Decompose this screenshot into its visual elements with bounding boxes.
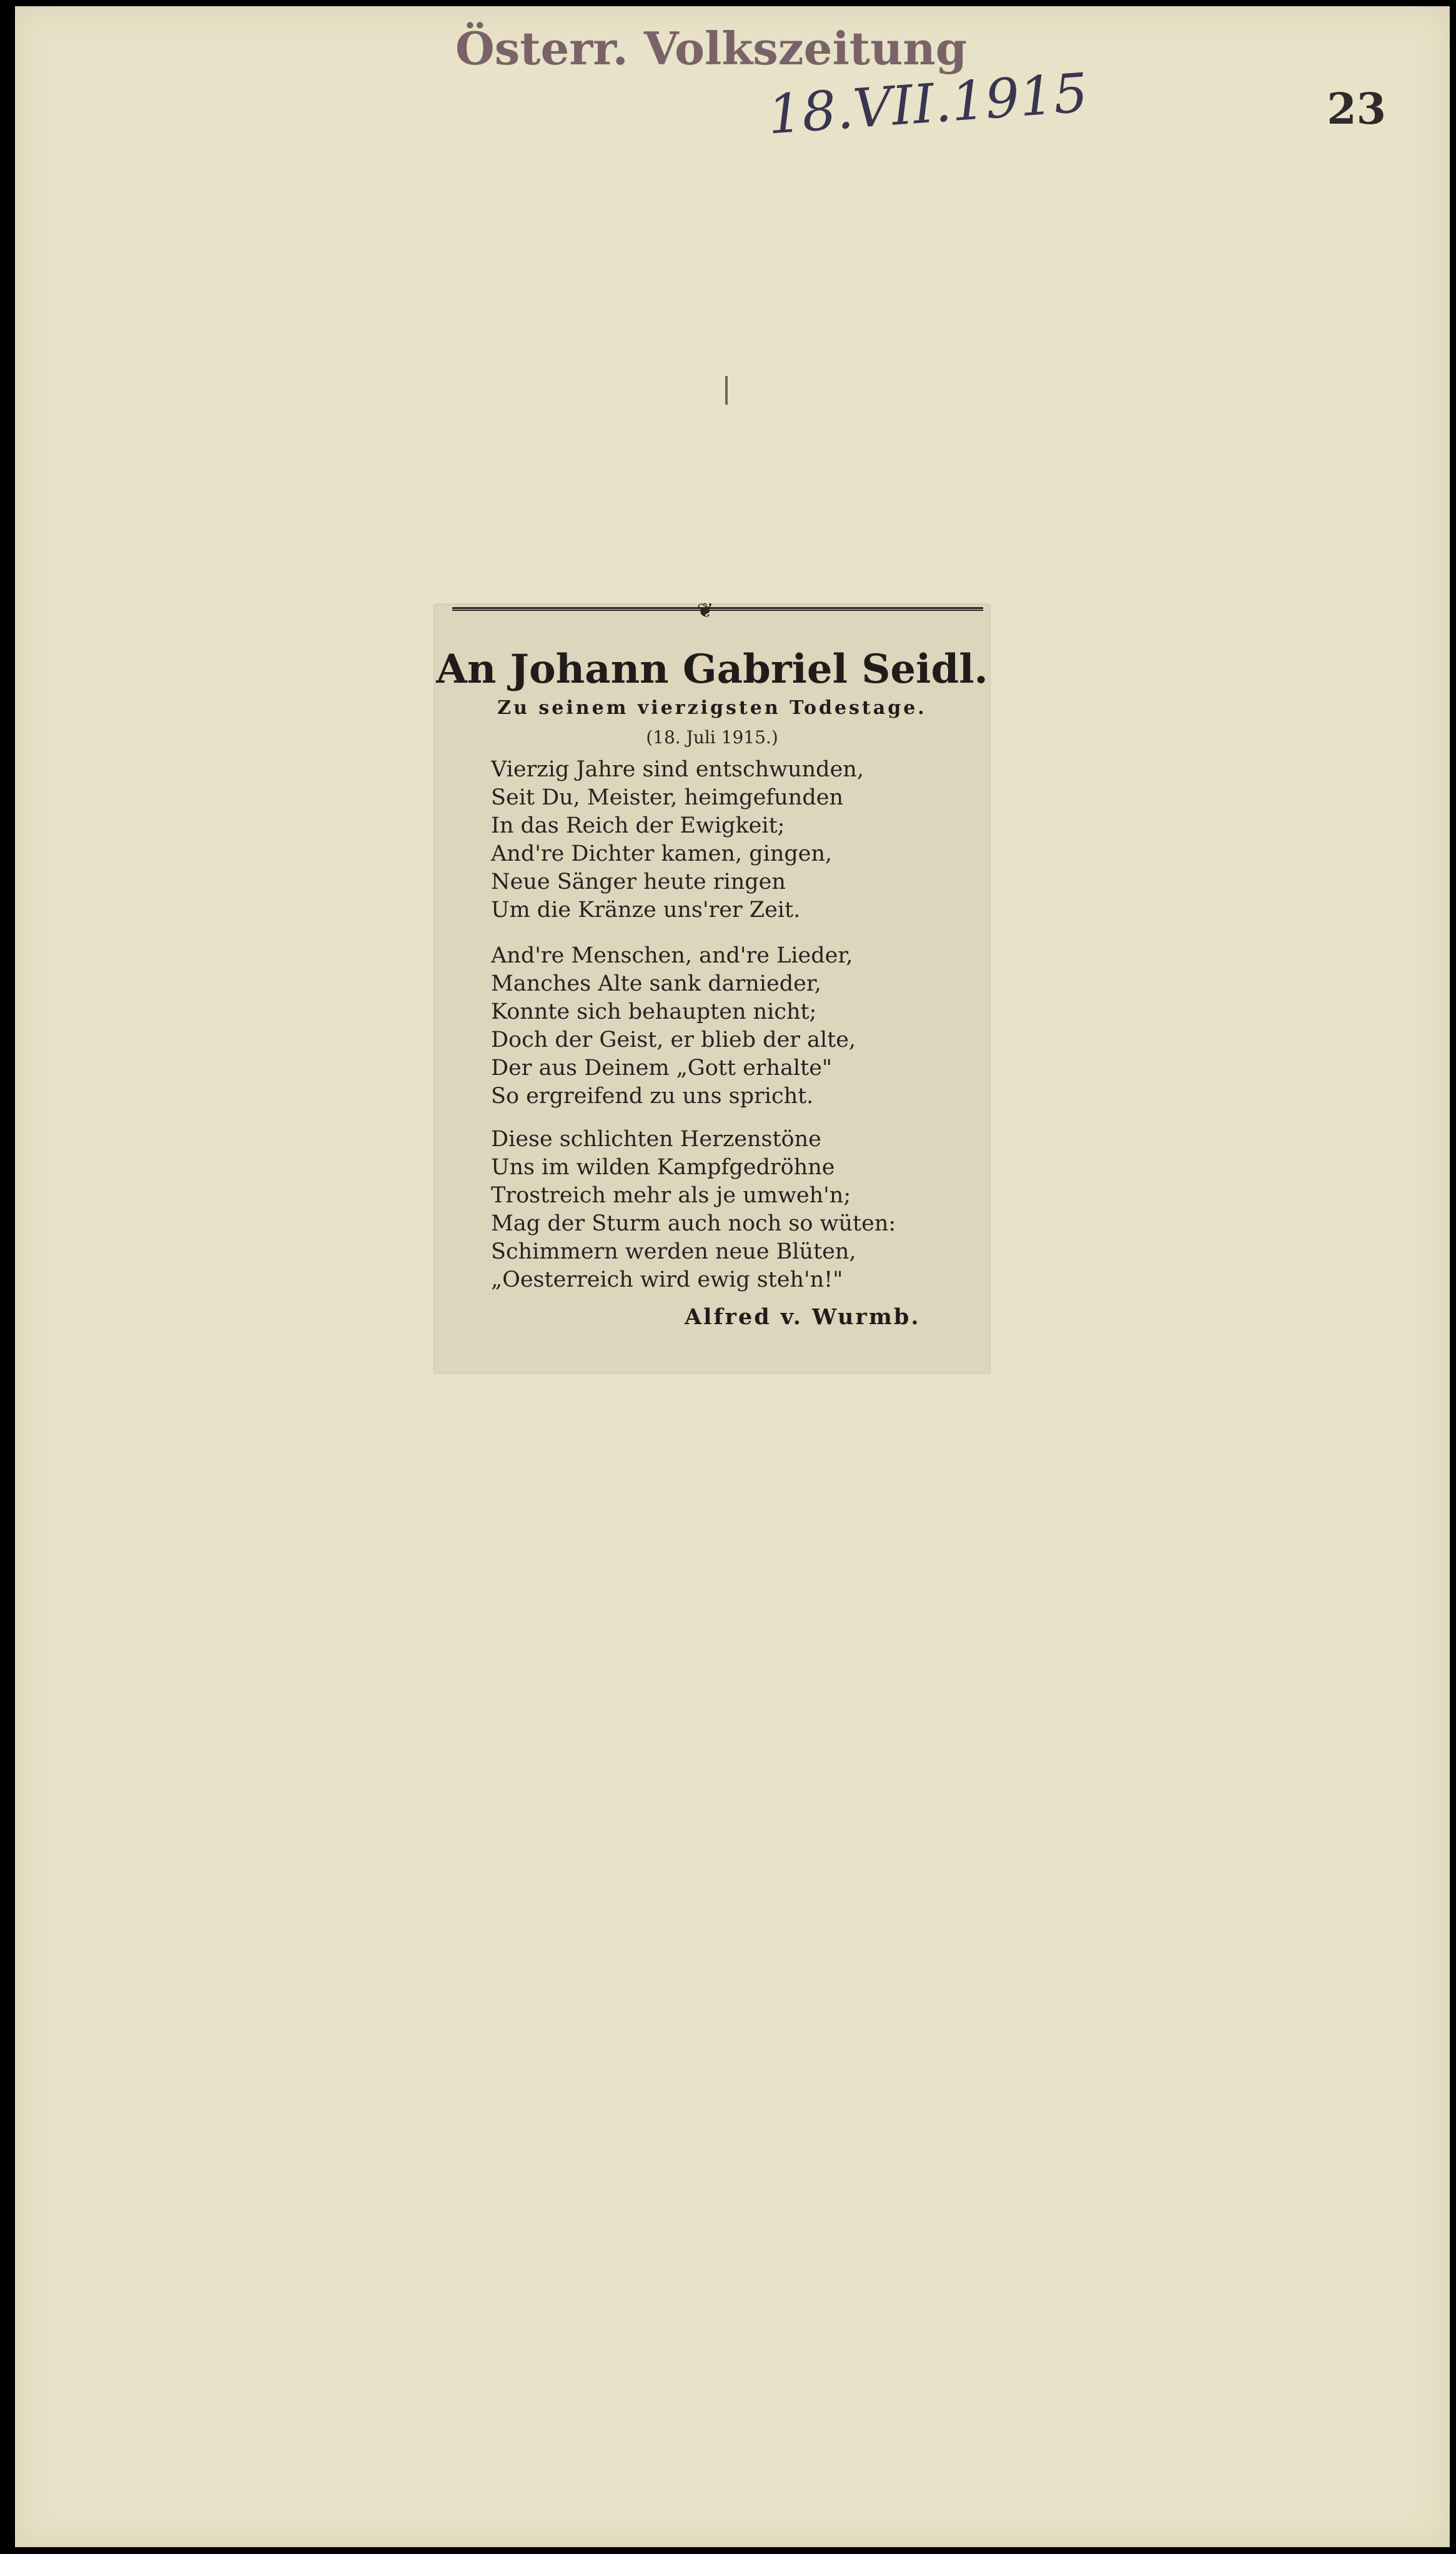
poem-author: Alfred v. Wurmb. (685, 1304, 921, 1330)
poem-line: Diese schlichten Herzenstöne (491, 1127, 821, 1152)
poem-line: And're Dichter kamen, gingen, (491, 841, 833, 866)
poem-line: Vierzig Jahre sind entschwunden, (491, 757, 864, 782)
poem-line: Konnte sich behaupten nicht; (491, 999, 817, 1024)
poem-line: Uns im wilden Kampfgedröhne (491, 1155, 835, 1180)
poem-stanza-1 (491, 756, 966, 924)
poem-title: An Johann Gabriel Seidl. (436, 646, 988, 693)
archive-sheet (15, 6, 1450, 2547)
poem-line: „Oesterreich wird ewig steh'n!" (491, 1267, 843, 1292)
ornament-icon: ❦ (696, 598, 714, 622)
poem-line: Schimmern werden neue Blüten, (491, 1239, 856, 1264)
poem-line: And're Menschen, and're Lieder, (491, 943, 853, 968)
poem-line: In das Reich der Ewigkeit; (491, 813, 785, 838)
poem-line: Doch der Geist, er blieb der alte, (491, 1027, 856, 1052)
poem-line: Mag der Sturm auch noch so wüten: (491, 1211, 896, 1236)
poem-line: Manches Alte sank darnieder, (491, 971, 821, 996)
pencil-mark (725, 376, 728, 405)
poem-stanza-2 (491, 942, 966, 1111)
poem-line: Der aus Deinem „Gott erhalte" (491, 1056, 833, 1081)
poem-date: (18. Juli 1915.) (646, 727, 778, 748)
handwritten-date: 18.VII.1915 (766, 61, 1090, 147)
newspaper-clipping (435, 598, 989, 1373)
page-number: 23 (1327, 84, 1386, 134)
poem-stanza-3 (491, 1126, 966, 1294)
poem-line: Seit Du, Meister, heimgefunden (491, 785, 843, 810)
poem-line: Um die Kränze uns'rer Zeit. (491, 898, 801, 923)
poem-line: Trostreich mehr als je umweh'n; (491, 1183, 851, 1208)
poem-subtitle: Zu seinem vierzigsten Todestage. (497, 697, 927, 719)
newspaper-name-stamp: Österr. Volkszeitung (455, 22, 968, 75)
poem-line: Neue Sänger heute ringen (491, 869, 786, 894)
poem-line: So ergreifend zu uns spricht. (491, 1084, 814, 1109)
